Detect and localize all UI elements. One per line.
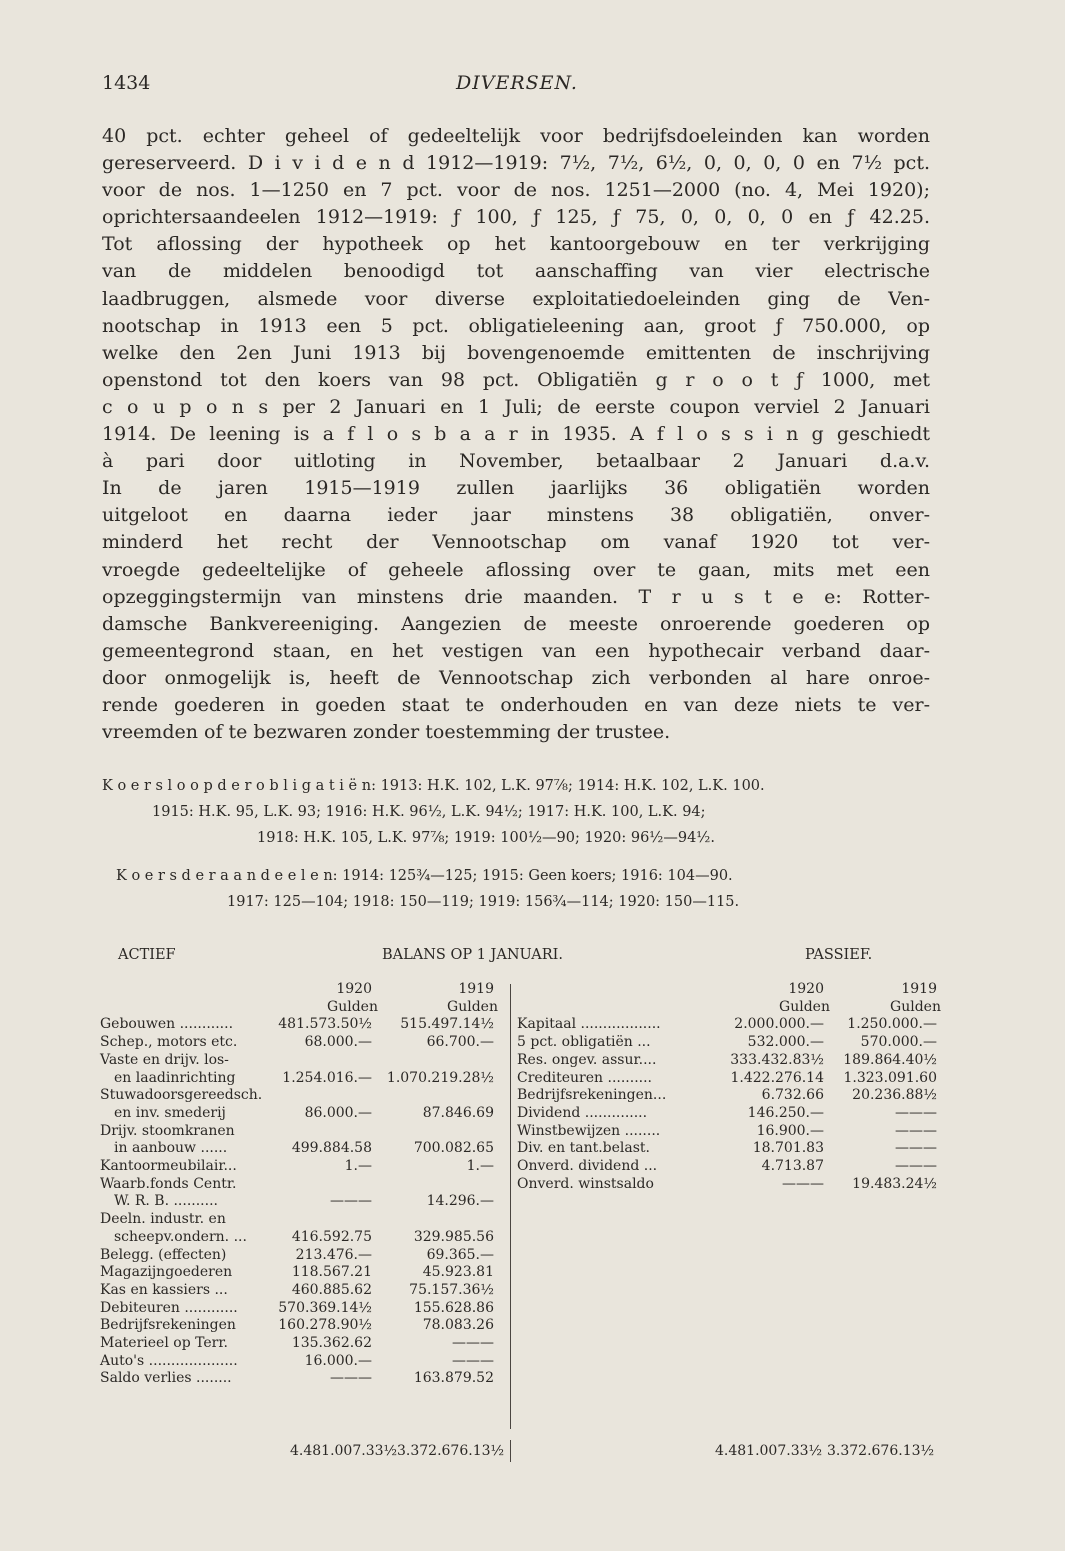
body-line: rende goederen in goeden staat te onderhouden en van deze niets te ver- (102, 693, 930, 716)
value-1920: 118.567.21 (291, 1264, 372, 1281)
body-line: vroegde gedeeltelijke of geheele aflossing over te gaan, mits met een (102, 558, 930, 581)
balance-row (100, 1175, 500, 1193)
balance-row (100, 1104, 500, 1122)
year-1919: 1919 (458, 981, 494, 997)
balance-row (100, 1139, 500, 1157)
passiva-label: PASSIEF. (805, 947, 873, 963)
balance-row (100, 1369, 500, 1387)
value-1920: 6.732.66 (761, 1087, 824, 1104)
unit-gulden: Gulden (447, 998, 498, 1015)
balance-row (100, 1263, 500, 1281)
row-label: Magazijngoederen (100, 1264, 233, 1281)
row-label: W. R. B. .......... (114, 1193, 218, 1210)
body-line: vreemden of te bezwaren zonder toestemming der trustee. (102, 721, 671, 744)
value-1920: ——— (330, 1370, 372, 1387)
balance-title: BALANS OP 1 JANUARI. (382, 947, 564, 963)
row-label: Bedrijfsrekeningen... (517, 1087, 667, 1104)
total-divider (510, 1440, 511, 1462)
row-label: scheepv.ondern. ... (114, 1228, 247, 1245)
row-label: en laadinrichting (114, 1069, 236, 1086)
value-1919: 515.497.14½ (400, 1016, 494, 1033)
koersloop-obligaties (102, 773, 930, 851)
row-label: Crediteuren .......... (517, 1069, 653, 1086)
body-line: c o u p o n s per 2 Januari en 1 Juli; de eerste coupon verviel 2 Januari (102, 395, 930, 418)
value-1920: ——— (330, 1193, 372, 1210)
value-1919: ——— (895, 1158, 937, 1174)
value-1919: 329.985.56 (413, 1228, 494, 1245)
unit-header-row (517, 998, 941, 1016)
balance-row (517, 1015, 937, 1033)
body-line: gemeentegrond staan, en het vestigen van een hypothecair verband daar- (102, 639, 930, 662)
value-1919: 700.082.65 (413, 1140, 494, 1157)
value-1919: 155.628.86 (413, 1299, 494, 1316)
koersloop-line: K o e r s l o o p d e r o b l i g a t i ë n: 1913: H.K. 102, L.K. 97⅞; 1914: H.K. 102, L.K. 100. (102, 778, 765, 794)
balance-row (517, 1157, 937, 1175)
row-label: 5 pct. obligatiën ... (517, 1034, 651, 1051)
value-1920: 135.362.62 (291, 1335, 372, 1351)
balance-row (100, 1051, 500, 1069)
value-1919: ——— (895, 1122, 937, 1139)
row-label: Gebouwen ............ (100, 1016, 234, 1033)
balance-row (517, 1122, 937, 1140)
row-label: Waarb.fonds Centr. (100, 1175, 237, 1192)
balance-row (100, 1015, 500, 1033)
page-header (102, 72, 932, 102)
value-1919: 69.365.— (426, 1246, 494, 1263)
year-header-row (517, 980, 937, 998)
body-line: gereserveerd. D i v i d e n d 1912—1919: 7½, 7½, 6½, 0, 0, 0, 0 en 7½ pct. (102, 152, 930, 175)
value-1919: 19.483.24½ (852, 1175, 937, 1192)
body-line: voor de nos. 1—1250 en 7 pct. voor de nos. 1251—2000 (no. 4, Mei 1920); (102, 179, 930, 202)
body-line: à pari door uitloting in November, betaalbaar 2 Januari d.a.v. (102, 450, 930, 473)
value-1919: 1.250.000.— (847, 1016, 937, 1033)
row-label: Vaste en drijv. los- (100, 1051, 229, 1068)
body-line: laadbruggen, alsmede voor diverse exploitatiedoeleinden ging de Ven- (102, 287, 930, 310)
activa-label: ACTIEF (118, 947, 176, 963)
body-line: 1914. De leening is a f l o s b a a r in 1935. A f l o s s i n g geschiedt (102, 423, 930, 446)
value-1919: 78.083.26 (422, 1317, 494, 1334)
value-1919: 1.— (466, 1158, 494, 1174)
balance-row (100, 1033, 500, 1051)
passiva-total-1919: 3.372.676.13½ (827, 1443, 935, 1459)
koers-aandeelen (102, 863, 930, 915)
row-label: Belegg. (effecten) (100, 1246, 227, 1263)
balance-row (517, 1051, 937, 1069)
body-line: oprichtersaandeelen 1912—1919: ƒ 100, ƒ 125, ƒ 75, 0, 0, 0, 0 en ƒ 42.25. (102, 206, 930, 229)
value-1919: ——— (452, 1335, 494, 1351)
body-line: van de middelen benoodigd tot aanschaffing van vier electrische (102, 260, 930, 283)
balance-row (100, 1299, 500, 1317)
row-label: Res. ongev. assur.... (517, 1051, 657, 1068)
balance-row (100, 1334, 500, 1352)
row-label: Kantoormeubilair... (100, 1158, 237, 1174)
balance-row (100, 1228, 500, 1246)
body-line: welke den 2en Juni 1913 bij bovengenoemde emittenten de inschrijving (102, 341, 930, 364)
value-1920: 213.476.— (295, 1246, 372, 1263)
value-1919: 66.700.— (426, 1034, 494, 1051)
value-1920: 160.278.90½ (278, 1317, 372, 1334)
koers-aandeelen-line: 1917: 125—104; 1918: 150—119; 1919: 156¾—114; 1920: 150—115. (227, 894, 740, 910)
row-label: Kas en kassiers ... (100, 1281, 228, 1298)
row-label: in aanbouw ...... (114, 1140, 228, 1157)
row-label: Schep., motors etc. (100, 1034, 238, 1051)
value-1919: 189.864.40½ (843, 1051, 937, 1068)
body-line: 40 pct. echter geheel of gedeeltelijk voor bedrijfsdoeleinden kan worden (102, 125, 930, 147)
row-label: Kapitaal .................. (517, 1016, 661, 1033)
value-1920: 333.432.83½ (730, 1051, 824, 1068)
value-1920: 1.254.016.— (282, 1069, 372, 1086)
body-line: opzeggingstermijn van minstens drie maanden. T r u s t e e: Rotter- (102, 585, 930, 608)
year-1920: 1920 (336, 981, 372, 997)
koers-aandeelen-line: K o e r s d e r a a n d e e l e n: 1914: 125¾—125; 1915: Geen koers; 1916: 104—90. (116, 868, 733, 884)
value-1919: 75.157.36½ (409, 1281, 494, 1298)
balance-row (100, 1352, 500, 1370)
value-1920: 416.592.75 (291, 1228, 372, 1245)
unit-gulden: Gulden (779, 998, 830, 1015)
value-1920: 570.369.14½ (278, 1299, 372, 1316)
value-1919: ——— (895, 1140, 937, 1157)
value-1919: 87.846.69 (422, 1104, 494, 1121)
body-line: uitgeloot en daarna ieder jaar minstens 38 obligatiën, onver- (102, 504, 930, 527)
body-line: Tot aflossing der hypotheek op het kantoorgebouw en ter verkrijging (102, 233, 930, 256)
body-line: damsche Bankvereeniging. Aangezien de meeste onroerende goederen op (102, 612, 930, 635)
balance-header (102, 947, 902, 969)
year-header-row (100, 980, 500, 998)
balance-row (517, 1033, 937, 1051)
body-line: In de jaren 1915—1919 zullen jaarlijks 36 obligatiën worden (102, 477, 930, 500)
value-1919: 1.070.219.28½ (386, 1069, 494, 1086)
value-1920: 18.701.83 (752, 1140, 824, 1157)
year-1920: 1920 (788, 981, 824, 997)
value-1920: 499.884.58 (291, 1140, 372, 1157)
activa-total-1919: 3.372.676.13½ (397, 1443, 505, 1459)
value-1919: 1.323.091.60 (843, 1069, 937, 1086)
row-label: Onverd. dividend ... (517, 1158, 658, 1174)
row-label: Dividend .............. (517, 1104, 648, 1121)
balance-row (100, 1086, 500, 1104)
balance-row (100, 1157, 500, 1175)
value-1919: 570.000.— (860, 1034, 937, 1051)
value-1920: 146.250.— (747, 1104, 824, 1121)
value-1920: 1.422.276.14 (730, 1069, 824, 1086)
balance-row (517, 1175, 937, 1193)
passiva-total-1920: 4.481.007.33½ (715, 1443, 823, 1459)
column-divider (510, 984, 511, 1429)
body-line: nootschap in 1913 een 5 pct. obligatieleening aan, groot ƒ 750.000, op (102, 314, 930, 337)
value-1919: ——— (452, 1352, 494, 1369)
row-label: Bedrijfsrekeningen (100, 1317, 236, 1334)
balance-row (100, 1316, 500, 1334)
value-1920: 481.573.50½ (278, 1016, 372, 1033)
row-label: Stuwadoorsgereedsch. (100, 1087, 263, 1104)
value-1920: 4.713.87 (761, 1158, 824, 1174)
unit-header-row (100, 998, 500, 1016)
row-label: Div. en tant.belast. (517, 1140, 650, 1157)
row-label: Debiteuren ............ (100, 1299, 238, 1316)
koersloop-line: 1918: H.K. 105, L.K. 97⅞; 1919: 100½—90; 1920: 96½—94½. (257, 830, 715, 846)
unit-gulden: Gulden (890, 998, 941, 1015)
value-1920: 68.000.— (304, 1034, 372, 1051)
value-1920: 460.885.62 (291, 1281, 372, 1298)
value-1919: 14.296.— (426, 1193, 494, 1210)
balance-row (100, 1246, 500, 1264)
balance-row (517, 1104, 937, 1122)
value-1920: 16.900.— (756, 1122, 824, 1139)
balance-row (100, 1210, 500, 1228)
value-1919: 45.923.81 (422, 1264, 494, 1281)
body-paragraph (102, 123, 930, 746)
body-line: door onmogelijk is, heeft de Vennootschap zich verbonden al hare onroe- (102, 666, 930, 689)
value-1920: ——— (782, 1175, 824, 1192)
value-1920: 532.000.— (747, 1034, 824, 1051)
value-1920: 1.— (344, 1158, 372, 1174)
balance-row (517, 1086, 937, 1104)
value-1920: 86.000.— (304, 1104, 372, 1121)
row-label: Onverd. winstsaldo (517, 1175, 654, 1192)
unit-gulden: Gulden (327, 998, 378, 1015)
balance-row (517, 1069, 937, 1087)
balance-row (100, 1192, 500, 1210)
balance-row (100, 1069, 500, 1087)
row-label: en inv. smederij (114, 1104, 226, 1121)
value-1920: 16.000.— (304, 1352, 372, 1369)
balance-row (100, 1122, 500, 1140)
value-1919: ——— (895, 1104, 937, 1121)
row-label: Drijv. stoomkranen (100, 1122, 235, 1139)
row-label: Deeln. industr. en (100, 1211, 226, 1228)
row-label: Winstbewijzen ........ (517, 1122, 661, 1139)
value-1919: 20.236.88½ (852, 1087, 937, 1104)
body-line: minderd het recht der Vennootschap om vanaf 1920 tot ver- (102, 531, 930, 554)
body-line: openstond tot den koers van 98 pct. Obligatiën g r o o t ƒ 1000, met (102, 368, 930, 391)
row-label: Auto's .................... (100, 1352, 238, 1369)
page-title: DIVERSEN. (456, 72, 578, 94)
activa-total-1920: 4.481.007.33½ (290, 1443, 398, 1459)
row-label: Materieel op Terr. (100, 1335, 228, 1351)
value-1920: 2.000.000.— (734, 1016, 824, 1033)
koersloop-line: 1915: H.K. 95, L.K. 93; 1916: H.K. 96½, L.K. 94½; 1917: H.K. 100, L.K. 94; (152, 804, 706, 820)
page-number: 1434 (102, 72, 151, 94)
year-1919: 1919 (901, 981, 937, 997)
balance-row (517, 1139, 937, 1157)
row-label: Saldo verlies ........ (100, 1370, 232, 1387)
value-1919: 163.879.52 (413, 1370, 494, 1387)
balance-row (100, 1281, 500, 1299)
